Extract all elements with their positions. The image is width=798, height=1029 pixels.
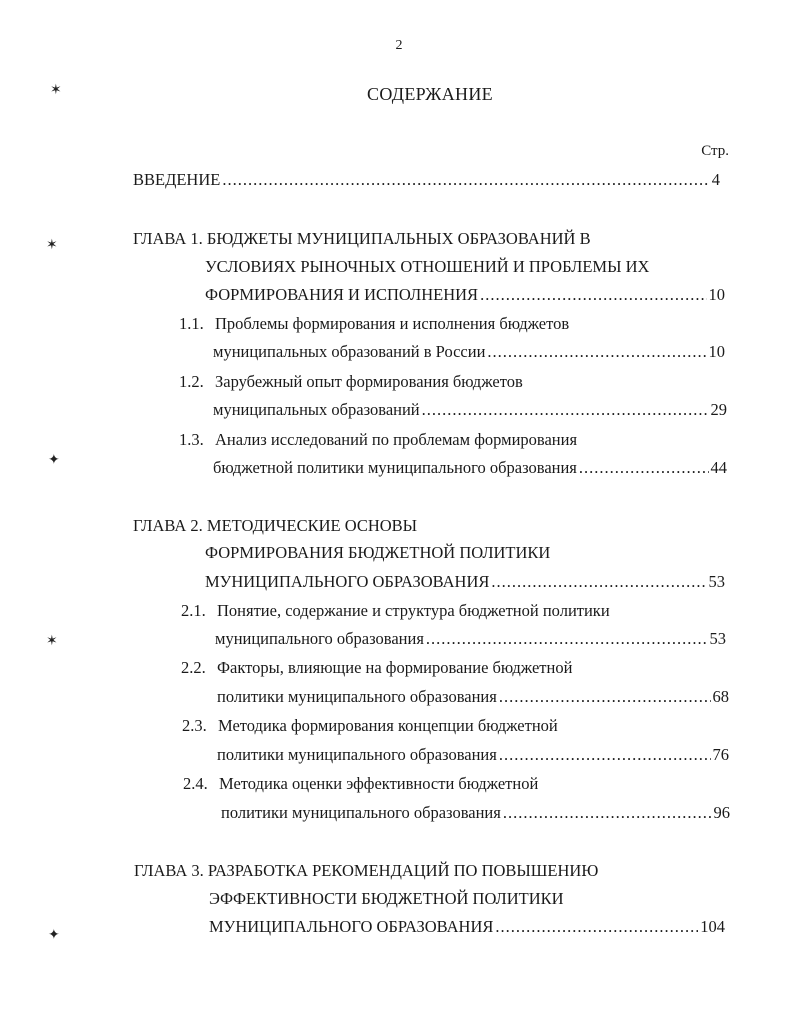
chapter-1-line-2: УСЛОВИЯХ РЫНОЧНЫХ ОТНОШЕНИЙ И ПРОБЛЕМЫ ИХ: [205, 257, 650, 276]
scan-speck: ✦: [48, 452, 60, 468]
chapter-1-line-1: ГЛАВА 1. БЮДЖЕТЫ МУНИЦИПАЛЬНЫХ ОБРАЗОВАНИЙ В: [133, 229, 591, 248]
section-number: 2.3.: [182, 716, 207, 735]
section-1-3-line-2: бюджетной политики муниципального образования ..... 44: [213, 458, 727, 478]
section-1-2-line-1: 1.2. Зарубежный опыт формирования бюджетов: [179, 372, 523, 391]
section-1-3-page: 44: [710, 458, 727, 477]
section-number: 1.1.: [179, 314, 204, 333]
dot-leader: [499, 687, 711, 707]
section-2-2-page: 68: [712, 687, 729, 706]
scan-speck: ✶: [50, 82, 62, 98]
dot-leader: [499, 745, 711, 765]
section-2-4-page: 96: [713, 803, 730, 822]
chapter-2-line-1: ГЛАВА 2. МЕТОДИЧЕСКИЕ ОСНОВЫ: [133, 516, 418, 535]
dot-leader: [491, 572, 706, 592]
section-1-1-line-1: 1.1. Проблемы формирования и исполнения бюджетов: [179, 314, 570, 333]
dot-leader: [495, 917, 698, 937]
page-title: СОДЕРЖАНИЕ: [367, 84, 493, 104]
section-1-1-page: 10: [708, 342, 725, 361]
dot-leader: [422, 400, 709, 420]
section-1-1-line-2: муниципальных образований в России ..... 10: [213, 342, 725, 362]
toc-intro-text: ВВЕДЕНИЕ: [133, 170, 221, 189]
section-2-2-line-2: политики муниципального образования ..... 68: [217, 687, 729, 707]
section-2-1-page: 53: [709, 629, 726, 648]
scan-speck: ✦: [48, 927, 60, 943]
chapter-1-line-3: ФОРМИРОВАНИЯ И ИСПОЛНЕНИЯ ..... 10: [205, 285, 725, 305]
dot-leader: [480, 285, 706, 305]
section-1-3-line-1: 1.3. Анализ исследований по проблемам формирования: [179, 430, 578, 449]
scan-speck: ✶: [46, 633, 58, 649]
dot-leader: [426, 629, 708, 649]
section-number: 2.4.: [183, 774, 208, 793]
section-2-3-line-2: политики муниципального образования ..... 76: [217, 745, 729, 765]
toc-intro: [133, 170, 720, 190]
section-number: 1.3.: [179, 430, 204, 449]
section-number: 2.2.: [181, 658, 206, 677]
chapter-3-page: 104: [700, 917, 725, 936]
section-2-3-page: 76: [712, 745, 729, 764]
chapter-2-line-3: МУНИЦИПАЛЬНОГО ОБРАЗОВАНИЯ ..... 53: [205, 572, 725, 592]
chapter-1-page: 10: [708, 285, 725, 304]
section-2-1-line-1: 2.1. Понятие, содержание и структура бюджетной политики: [181, 601, 610, 620]
chapter-3-line-2: ЭФФЕКТИВНОСТИ БЮДЖЕТНОЙ ПОЛИТИКИ: [209, 889, 564, 908]
page-number: 2: [395, 38, 403, 53]
dot-leader: [487, 342, 706, 362]
section-2-3-line-1: 2.3. Методика формирования концепции бюджетной: [182, 716, 558, 735]
section-2-1-line-2: муниципального образования ..... 53: [215, 629, 726, 649]
dot-leader: [503, 803, 712, 823]
chapter-3-line-3: МУНИЦИПАЛЬНОГО ОБРАЗОВАНИЯ ..... 104: [209, 917, 725, 937]
scan-speck: ✶: [46, 237, 58, 253]
section-2-2-line-1: 2.2. Факторы, влияющие на формирование бюджетной: [181, 658, 573, 677]
section-1-2-page: 29: [710, 400, 727, 419]
chapter-2-page: 53: [708, 572, 725, 591]
dot-leader: [222, 170, 709, 190]
chapter-2-line-2: ФОРМИРОВАНИЯ БЮДЖЕТНОЙ ПОЛИТИКИ: [205, 543, 551, 562]
section-number: 1.2.: [179, 372, 204, 391]
toc-intro-page: 4: [711, 170, 720, 189]
pages-column-label: Стр.: [701, 143, 729, 159]
section-2-4-line-1: 2.4. Методика оценки эффективности бюджетной: [183, 774, 539, 793]
chapter-3-line-1: ГЛАВА 3. РАЗРАБОТКА РЕКОМЕНДАЦИЙ ПО ПОВЫШЕНИЮ: [134, 861, 599, 880]
section-number: 2.1.: [181, 601, 206, 620]
dot-leader: [579, 458, 709, 478]
section-1-2-line-2: муниципальных образований ..... 29: [213, 400, 727, 420]
section-2-4-line-2: политики муниципального образования ..... 96: [221, 803, 730, 823]
